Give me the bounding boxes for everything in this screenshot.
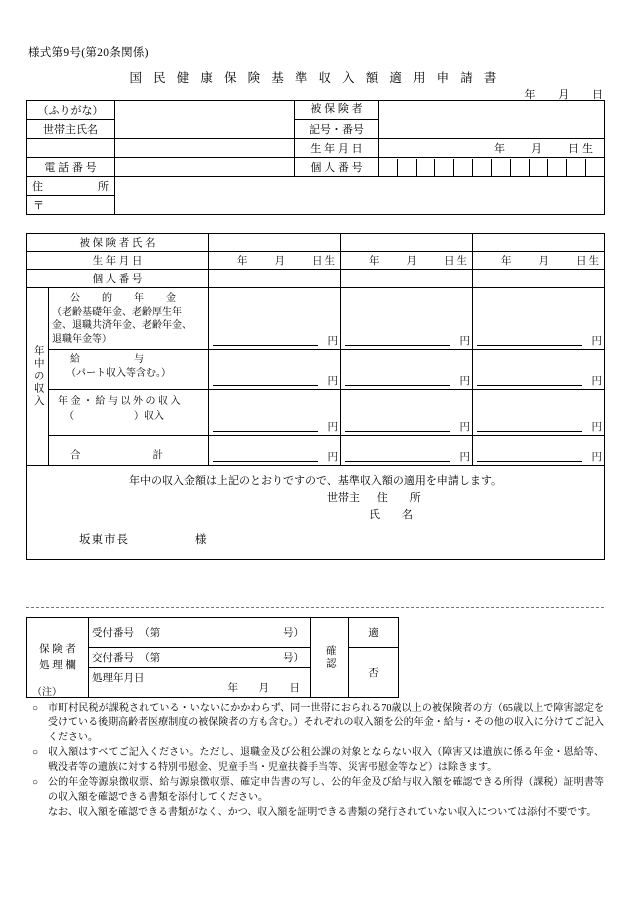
- declaration-text: 年中の収入金額は上記のとおりですので、基準収入額の適用を申請します。: [129, 475, 502, 487]
- table-row: [27, 177, 605, 196]
- insured-number-label: 記号・番号: [295, 120, 379, 139]
- table-row: [27, 288, 605, 350]
- signature-address-label: 住 所: [376, 492, 421, 504]
- other-income-amount-input[interactable]: 円: [209, 390, 341, 436]
- signature-block: [27, 490, 604, 523]
- empty-cell: [27, 139, 115, 158]
- salary-amount-input[interactable]: 円: [473, 350, 605, 390]
- mynumber-cell-group: [379, 159, 604, 176]
- total-amount-input[interactable]: 円: [473, 436, 605, 466]
- note-text: 公的年金等源泉徴収票、給与源泉徴収票、確定申告書の写し、公的年金及び給与収入額を確認できる所得（課税）証明書等の収入額を確認できる書類を添付してください。: [48, 777, 604, 803]
- salary-row-label: 給 与 （パート収入等含む。）: [49, 350, 209, 390]
- mynumber-cell[interactable]: [530, 159, 549, 176]
- pension-amount-input[interactable]: 円: [341, 288, 473, 350]
- birth-date-input[interactable]: 年 月 日生: [341, 252, 473, 270]
- list-item: [32, 746, 604, 775]
- birth-date-header: 生 年 月 日: [27, 252, 209, 270]
- cut-line: [26, 607, 604, 608]
- address-label: 住 所: [27, 177, 115, 196]
- receipt-number-input[interactable]: 受付番号 （第 号）: [89, 618, 311, 648]
- applicant-info-table: [26, 100, 605, 215]
- insured-name-input[interactable]: [473, 234, 605, 252]
- list-item: [32, 776, 604, 805]
- page-title: 国 民 健 康 保 険 基 準 収 入 額 適 用 申 請 書: [129, 71, 501, 85]
- mynumber-cell[interactable]: [511, 159, 530, 176]
- processing-date-input[interactable]: 処理年月日 年 月 日: [89, 668, 311, 698]
- empty-cell: [115, 139, 295, 158]
- mynumber-cell[interactable]: [567, 159, 586, 176]
- annual-income-side-label: 年中の収入: [27, 288, 49, 466]
- table-row: [27, 618, 399, 648]
- mynumber-label: 個 人 番 号: [295, 158, 379, 177]
- form-number: 様式第9号(第20条関係): [28, 47, 149, 59]
- confirm-no-cell[interactable]: 否: [349, 648, 399, 698]
- note-text: 収入額はすべてご記入ください。ただし、退職金及び公租公課の対象とならない収入（障害又は遺族に係る年金・恩給等、戦没者等の遺族に対する特別弔慰金、児童手当・児童扶養手当等、災害弔慰金等など）は除きます。: [48, 747, 604, 773]
- mynumber-header: 個 人 番 号: [27, 270, 209, 288]
- table-row: [27, 139, 605, 158]
- mynumber-input[interactable]: [473, 270, 605, 288]
- salary-amount-input[interactable]: 円: [209, 350, 341, 390]
- furigana-label: （ふりがな）: [27, 101, 115, 120]
- total-amount-input[interactable]: 円: [341, 436, 473, 466]
- submission-date-year: 年: [524, 89, 537, 101]
- mayor-title: 坂東市長: [79, 534, 129, 546]
- submission-date-month: 月: [558, 89, 571, 101]
- mynumber-cell[interactable]: [379, 159, 398, 176]
- insured-symbol-input[interactable]: [379, 101, 605, 139]
- mynumber-cell[interactable]: [586, 159, 604, 176]
- birth-date-input[interactable]: 年 月 日生: [209, 252, 341, 270]
- insured-name-input[interactable]: [341, 234, 473, 252]
- bullet-icon: ○: [32, 777, 39, 788]
- phone-input[interactable]: [115, 158, 295, 177]
- pension-amount-input[interactable]: 円: [209, 288, 341, 350]
- postal-mark: 〒: [27, 196, 115, 215]
- insurer-side-label: 保 険 者 処 理 欄: [27, 618, 89, 698]
- address-input[interactable]: [115, 177, 605, 215]
- submission-date-day: 日: [592, 89, 604, 101]
- householder-name-label: 世帯主氏名: [27, 120, 115, 139]
- total-row-label: 合 計: [49, 436, 209, 466]
- mynumber-input[interactable]: [379, 158, 605, 177]
- table-row: [27, 158, 605, 177]
- table-row: [27, 466, 605, 560]
- note-text: 市町村民税が課税されている・いないにかかわらず、同一世帯におられる70歳以上の被保険者の方（65歳以上で障害認定を受けている後期高齢者医療制度の被保険者の方も含む。）それぞれの収入額を公的年金・給与・その他の収入に分けてご記入ください。: [48, 702, 604, 743]
- notes-title: （注）: [32, 687, 62, 698]
- mayor-honorific: 様: [194, 534, 208, 546]
- mynumber-cell[interactable]: [454, 159, 473, 176]
- table-row: [27, 101, 605, 120]
- mynumber-cell[interactable]: [435, 159, 454, 176]
- table-row: [27, 234, 605, 252]
- birth-date-label: 生 年 月 日: [295, 139, 379, 158]
- income-table: [26, 233, 605, 560]
- pension-amount-input[interactable]: 円: [473, 288, 605, 350]
- mynumber-cell[interactable]: [492, 159, 511, 176]
- table-row: [27, 350, 605, 390]
- insured-name-input[interactable]: [209, 234, 341, 252]
- notes-section: [32, 686, 604, 822]
- confirm-label: 確認: [311, 618, 349, 698]
- salary-amount-input[interactable]: 円: [341, 350, 473, 390]
- mayor-line: [27, 531, 604, 547]
- pension-row-label: 公 的 年 金 （老齢基礎年金、老齢厚生年 金、退職共済年金、老齢年金、 退職年金等）: [49, 288, 209, 350]
- birth-date-input[interactable]: 年 月 日生: [379, 139, 605, 158]
- other-income-amount-input[interactable]: 円: [341, 390, 473, 436]
- total-amount-input[interactable]: 円: [209, 436, 341, 466]
- other-income-row-label: 年 金 ・ 給 与 以 外 の 収 入 （ ）収入: [49, 390, 209, 436]
- householder-name-input[interactable]: [115, 101, 295, 139]
- phone-label: 電 話 番 号: [27, 158, 115, 177]
- table-row: [27, 390, 605, 436]
- mynumber-input[interactable]: [341, 270, 473, 288]
- mynumber-input[interactable]: [209, 270, 341, 288]
- list-item: [32, 702, 604, 746]
- mynumber-cell[interactable]: [548, 159, 567, 176]
- table-row: [27, 270, 605, 288]
- insured-symbol-label: 被 保 険 者: [295, 101, 379, 120]
- bullet-icon: ○: [32, 747, 39, 758]
- table-row: [27, 436, 605, 466]
- mynumber-cell[interactable]: [417, 159, 436, 176]
- bullet-icon: ○: [32, 702, 39, 714]
- mynumber-cell[interactable]: [473, 159, 492, 176]
- signature-name-label: 氏 名: [369, 508, 413, 521]
- other-income-amount-input[interactable]: 円: [473, 390, 605, 436]
- mynumber-cell[interactable]: [398, 159, 417, 176]
- householder-label: 世帯主: [327, 492, 360, 504]
- issue-number-input[interactable]: 交付番号 （第 号）: [89, 648, 311, 668]
- birth-date-input[interactable]: 年 月 日生: [473, 252, 605, 270]
- declaration-area: [27, 466, 605, 560]
- confirm-yes-cell[interactable]: 適: [349, 618, 399, 648]
- table-row: [27, 252, 605, 270]
- note-subtext: なお、収入額を確認できる書類がなく、かつ、収入額を証明できる書類の発行されていない収入については添付不要です。: [48, 807, 597, 818]
- insured-name-header: 被 保 険 者 氏 名: [27, 234, 209, 252]
